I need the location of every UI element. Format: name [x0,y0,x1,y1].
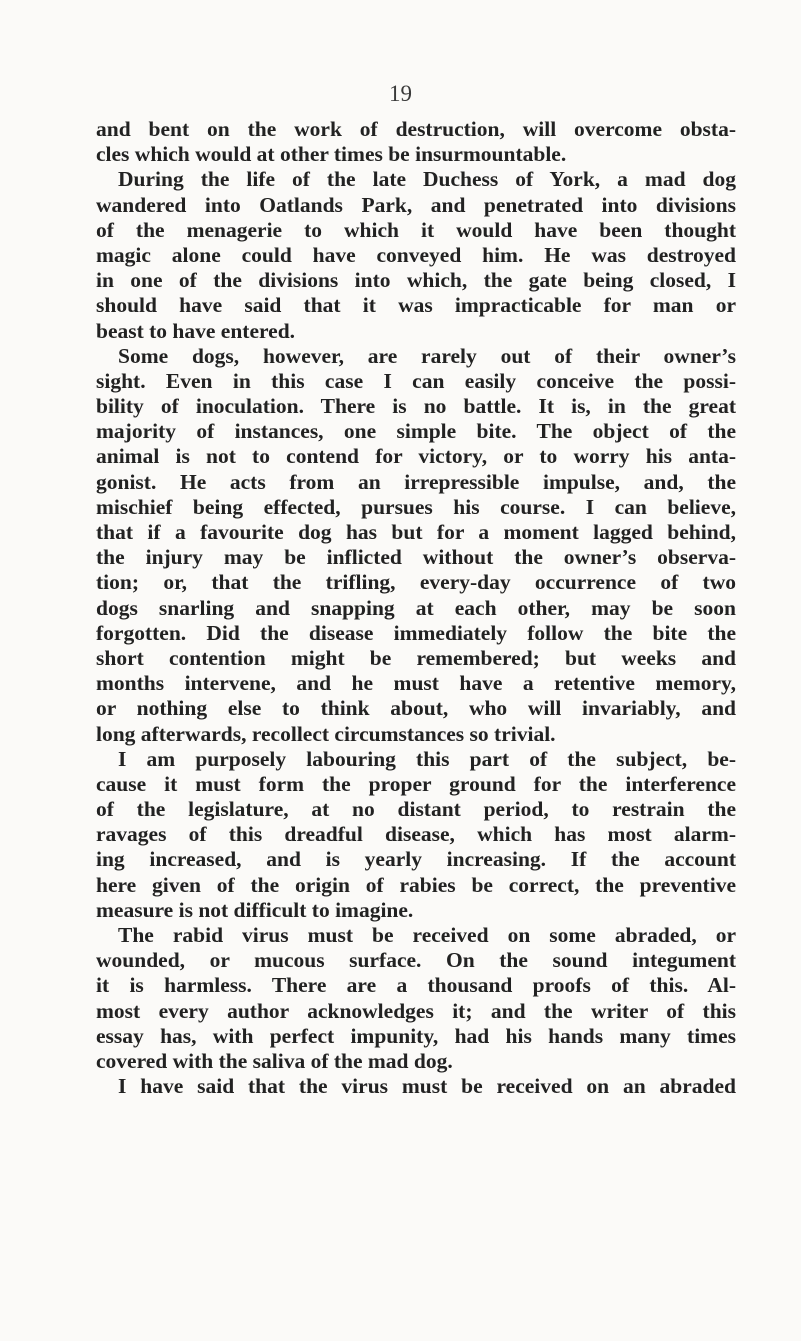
text-line: in one of the divisions into which, the gate being closed, I [96,268,736,293]
text-line: cause it must form the proper ground for the interference [96,771,736,796]
text-line: that if a favourite dog has but for a moment lagged behind, [96,520,736,544]
text-line: tion; or, that the trifling, every-day occurrence of two [96,570,736,595]
body-text [96,117,736,1099]
text-line: animal is not to contend for victory, or to worry his anta- [96,444,736,469]
text-line: wounded, or mucous surface. On the sound integument [96,948,736,973]
text-line: majority of instances, one simple bite. The object of the [96,419,736,444]
text-line: of the legislature, at no distant period, to restrain the [96,797,736,822]
text-line: forgotten. Did the disease immediately follow the bite the [96,620,736,645]
text-line: sight. Even in this case I can easily conceive the possi- [96,368,736,393]
text-line: The rabid virus must be received on some abraded, or [118,923,736,947]
text-line: here given of the origin of rabies be correct, the preventive [96,872,736,897]
text-line: covered with the saliva of the mad dog. [96,1048,453,1073]
text-line: During the life of the late Duchess of York, a mad dog [118,167,736,192]
text-line: long afterwards, recollect circumstances so trivial. [96,721,556,746]
text-line: the injury may be inflicted without the owner’s observa- [96,545,736,570]
text-line: dogs snarling and snapping at each other, may be soon [96,595,736,620]
text-line: ravages of this dreadful disease, which has most alarm- [96,822,736,847]
text-line: I am purposely labouring this part of the subject, be- [118,746,736,771]
text-line: ing increased, and is yearly increasing. If the account [96,847,736,872]
text-line: I have said that the virus must be received on an abraded [118,1074,736,1099]
page-number: 19 [389,81,412,106]
text-line: cles which would at other times be insurmountable. [96,142,567,167]
text-line: it is harmless. There are a thousand proofs of this. Al- [96,973,736,998]
text-line: short contention might be remembered; but weeks and [96,645,736,670]
text-line: measure is not difficult to imagine. [96,897,414,922]
text-line: of the menagerie to which it would have been thought [96,217,736,242]
text-line: wandered into Oatlands Park, and penetrated into divisions [96,192,736,217]
text-line: essay has, with perfect impunity, had his hands many times [96,1023,736,1048]
text-line: beast to have entered. [96,318,296,343]
text-line: magic alone could have conveyed him. He was destroyed [96,242,736,267]
text-line: bility of inoculation. There is no battle. It is, in the great [96,394,736,419]
text-line: gonist. He acts from an irrepressible impulse, and, the [96,469,736,494]
text-line: and bent on the work of destruction, will overcome obsta- [96,117,736,141]
text-line: should have said that it was impracticable for man or [96,293,736,318]
text-line: mischief being effected, pursues his course. I can believe, [96,494,736,519]
text-line: months intervene, and he must have a retentive memory, [96,671,736,696]
text-line: most every author acknowledges it; and the writer of this [96,998,736,1023]
text-line: Some dogs, however, are rarely out of their owner’s [118,343,736,368]
text-line: or nothing else to think about, who will invariably, and [96,696,736,721]
